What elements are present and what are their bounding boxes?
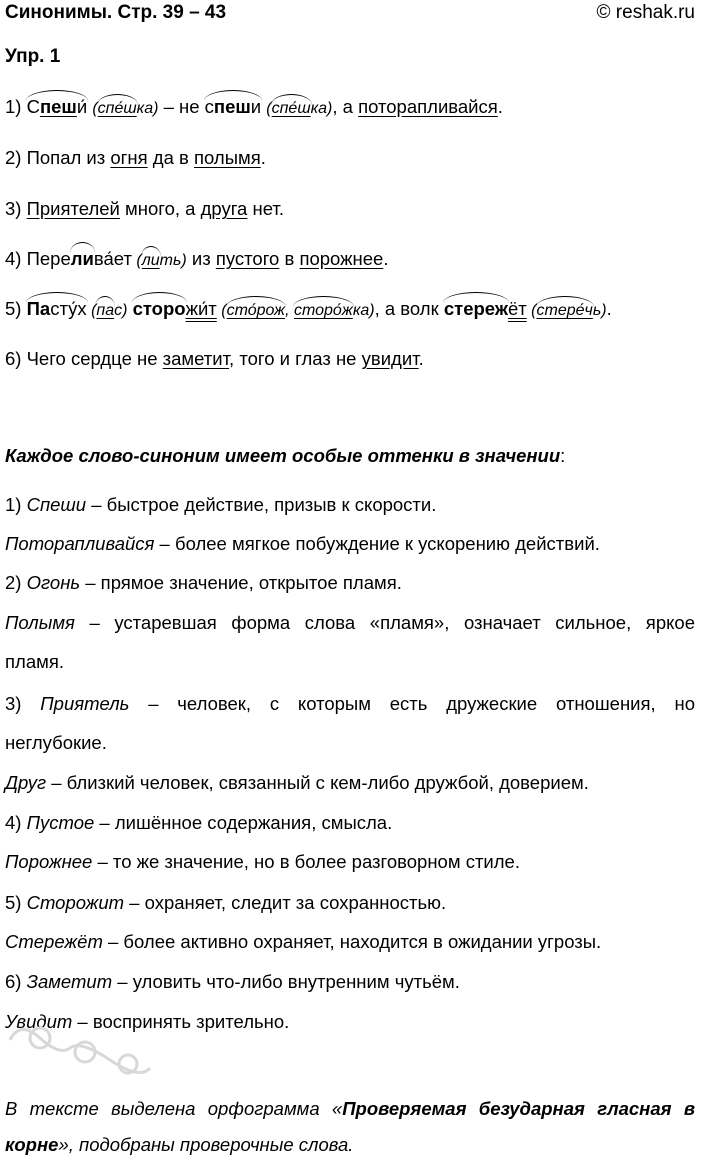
meaning-line: Поторапливайся – более мягкое побуждение к ускорению действий. [5, 533, 600, 554]
check-word: (стере́чь) [526, 302, 607, 319]
check-word: (пас) [86, 302, 128, 319]
meaning-line: 1) Спеши – быстрое действие, призыв к скорости. [5, 494, 437, 515]
check-word: (сто́рож, сторо́жка) [216, 302, 375, 319]
root-mark: спеши [204, 96, 262, 117]
meaning-line: Увидит – воспринять зрительно. [5, 1011, 290, 1032]
check-word: (лить) [131, 252, 187, 269]
meaning-line: 2) Огонь – прямое значение, открытое пламя. [5, 572, 402, 593]
conclusion: В тексте выделена орфограмма «Проверяемая безударная гласная в корне», подобраны проверочные слова. [5, 1098, 695, 1155]
check-word: (спе́шка) [266, 100, 333, 117]
section-heading: Каждое слово-синоним имеет особые оттенки в значении: [5, 445, 566, 466]
exercise-title: Упр. 1 [5, 46, 61, 67]
meaning-line: неглубокие. [5, 732, 107, 753]
meaning-line: 3) Приятель – человек, с которым есть дружеские отношения, но [5, 693, 695, 714]
root-mark: Пасту́х [26, 298, 87, 319]
sentence-1: 1) Спеши́ (спе́шка) – не спеши (спе́шка), а поторапливайся. [5, 96, 503, 117]
sentence-6: 6) Чего сердце не заметит, того и глаз не увидит. [5, 348, 424, 369]
sentence-4: 4) Перелива́ет (лить) из пустого в порожнее. [5, 248, 389, 269]
meaning-line: пламя. [5, 651, 64, 672]
sentence-5: 5) Пасту́х (пас) сторожи́т (сто́рож, сторо́жка), а волк стережёт (стере́чь). [5, 298, 612, 319]
meaning-line: Порожнее – то же значение, но в более разговорном стиле. [5, 851, 520, 872]
sentence-2: 2) Попал из огня да в полымя. [5, 147, 266, 168]
check-word: (спе́шка) [92, 100, 159, 117]
page-title: Синонимы. Стр. 39 – 43 [5, 2, 227, 23]
predicate: сторожи́т [132, 298, 217, 319]
meaning-line: 5) Сторожит – охраняет, следит за сохранностью. [5, 892, 447, 913]
meaning-line: 6) Заметит – уловить что-либо внутренним чутьём. [5, 971, 460, 992]
page-header [5, 2, 695, 28]
meaning-line: Полымя – устаревшая форма слова «пламя», означает сильное, яркое [5, 612, 695, 633]
sentence-3: 3) Приятелей много, а друга нет. [5, 198, 284, 219]
root-mark: Спеши́ [26, 96, 88, 117]
meaning-line: Друг – близкий человек, связанный с кем-либо дружбой, доверием. [5, 772, 589, 793]
site-credit: © reshak.ru [596, 2, 695, 23]
meaning-line: Стережёт – более активно охраняет, находится в ожидании угрозы. [5, 931, 602, 952]
predicate: стережёт [443, 298, 527, 319]
root-mark: ли [70, 248, 94, 269]
meaning-line: 4) Пустое – лишённое содержания, смысла. [5, 812, 393, 833]
